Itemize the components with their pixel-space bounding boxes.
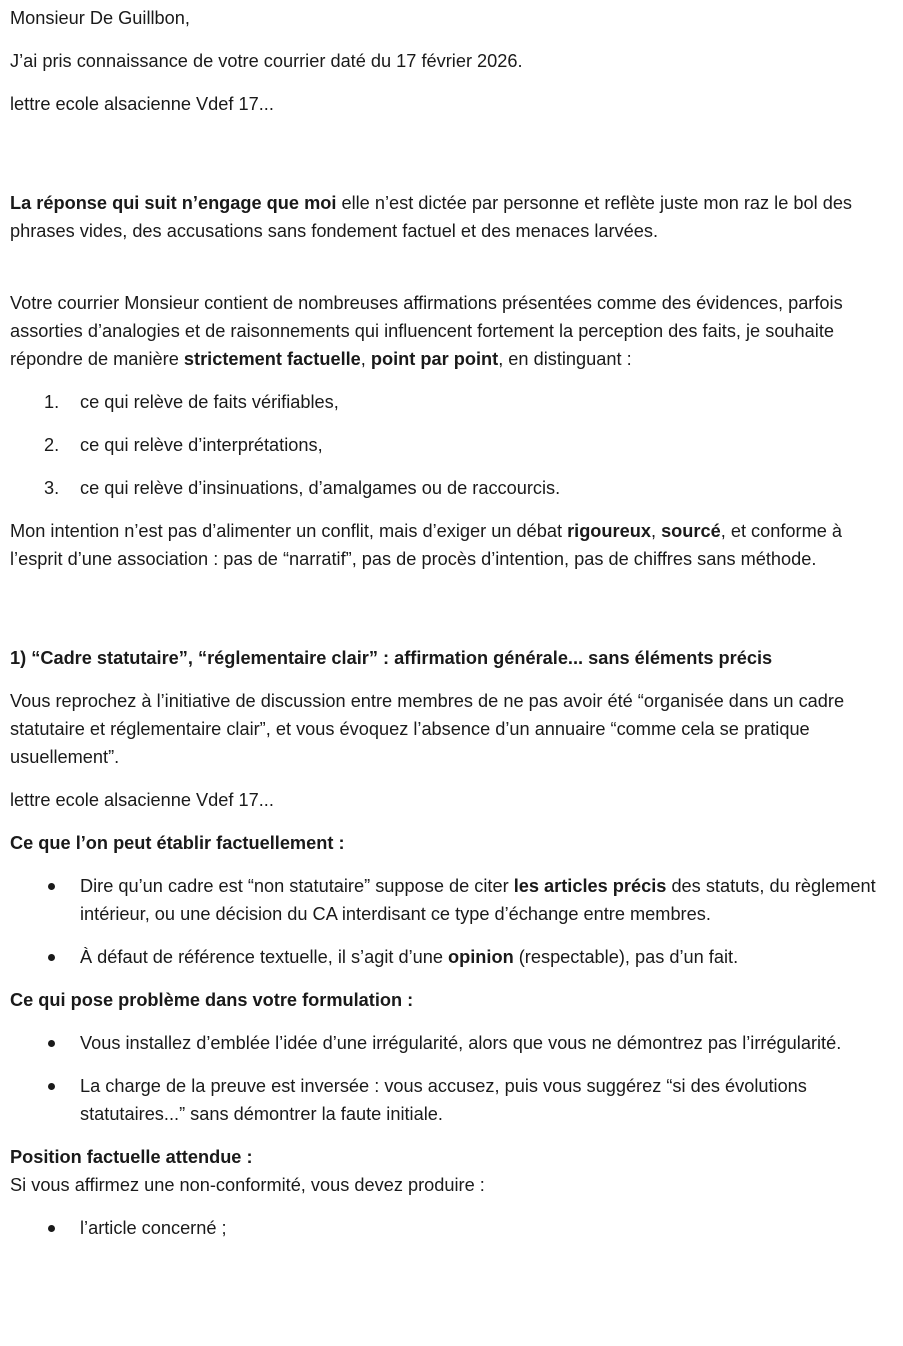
fact-text: À défaut de référence textuelle, il s’agit d’une (80, 947, 449, 967)
method-bold-1: strictement factuelle (183, 349, 361, 369)
requirement-text: l’article concerné ; (80, 1218, 227, 1238)
list-number: 1. (44, 392, 60, 412)
list-item (10, 943, 890, 971)
position-heading: Position factuelle attendue : (10, 1147, 253, 1167)
list-item-text: ce qui relève d’interprétations, (80, 435, 323, 455)
requirements-list (10, 1214, 890, 1242)
list-item (10, 1214, 890, 1242)
method-text-1: Votre courrier Monsieur contient de nombreuses affirmations présentées comme des évidences, parfois assorties d’analogies et de raisonnements qui influencent fortement la perception des faits, je souhaite répondre de manière (10, 293, 843, 369)
list-item (10, 1072, 890, 1128)
intention-bold-2: sourcé (661, 521, 721, 541)
list-number: 3. (44, 478, 60, 498)
salutation: Monsieur De Guillbon, (10, 8, 190, 28)
section-paragraph: Vous reprochez à l’initiative de discussion entre membres de ne pas avoir été “organisée dans un cadre statutaire et réglementaire clair”, et vous évoquez l’absence d’un annuaire “comme cela se pratique usuellement”. (10, 691, 845, 767)
intention-sep: , (650, 521, 662, 541)
method-sep: , (360, 349, 371, 369)
bullet-icon (48, 1225, 55, 1232)
problem-heading: Ce qui pose problème dans votre formulation : (10, 990, 414, 1010)
numbered-list (10, 388, 890, 502)
fact-text: (respectable), pas d’un fait. (513, 947, 739, 967)
disclaimer-rest: elle n’est dictée par personne et reflète juste mon raz le bol des phrases vides, des accusations sans fondement factuel et des menaces larvées. (10, 193, 853, 241)
fact-bold: les articles précis (513, 876, 667, 896)
bullet-icon (48, 954, 55, 961)
attachment-link[interactable]: lettre ecole alsacienne Vdef 17... (10, 790, 274, 810)
fact-text: des statuts, du règlement intérieur, ou une décision du CA interdisant ce type d’échange entre membres. (80, 876, 876, 924)
facts-heading: Ce que l’on peut établir factuellement : (10, 833, 345, 853)
method-text-2: , en distinguant : (498, 349, 632, 369)
problem-list (10, 1029, 890, 1128)
bullet-icon (48, 1040, 55, 1047)
disclaimer-bold: La réponse qui suit n’engage que moi (10, 193, 337, 213)
problem-text: Vous installez d’emblée l’idée d’une irrégularité, alors que vous ne démontrez pas l’irrégularité. (80, 1033, 842, 1053)
list-item (10, 431, 890, 459)
method-bold-2: point par point (370, 349, 499, 369)
position-text: Si vous affirmez une non-conformité, vous devez produire : (10, 1175, 485, 1195)
fact-bold: opinion (448, 947, 514, 967)
letter-document (10, 4, 890, 1242)
intention-text-2: , et conforme à l’esprit d’une association : pas de “narratif”, pas de procès d’intention, pas de chiffres sans méthode. (10, 521, 843, 569)
intention-paragraph (10, 517, 890, 573)
list-item (10, 474, 890, 502)
attachment-link[interactable]: lettre ecole alsacienne Vdef 17... (10, 94, 274, 114)
section-heading: 1) “Cadre statutaire”, “réglementaire clair” : affirmation générale... sans éléments précis (10, 648, 773, 668)
list-item-text: ce qui relève de faits vérifiables, (80, 392, 339, 412)
intention-bold-1: rigoureux (567, 521, 651, 541)
bullet-icon (48, 1083, 55, 1090)
list-number: 2. (44, 435, 60, 455)
disclaimer-paragraph (10, 189, 890, 245)
bullet-icon (48, 883, 55, 890)
intro-paragraph: J’ai pris connaissance de votre courrier daté du 17 février 2026. (10, 51, 523, 71)
list-item (10, 872, 890, 928)
list-item (10, 388, 890, 416)
facts-list (10, 872, 890, 971)
list-item-text: ce qui relève d’insinuations, d’amalgames ou de raccourcis. (80, 478, 561, 498)
list-item (10, 1029, 890, 1057)
intention-text-1: Mon intention n’est pas d’alimenter un conflit, mais d’exiger un débat (10, 521, 568, 541)
problem-text: La charge de la preuve est inversée : vous accusez, puis vous suggérez “si des évolutions statutaires...” sans démontrer la faute initiale. (80, 1076, 807, 1124)
fact-text: Dire qu’un cadre est “non statutaire” suppose de citer (80, 876, 514, 896)
method-paragraph (10, 289, 890, 373)
